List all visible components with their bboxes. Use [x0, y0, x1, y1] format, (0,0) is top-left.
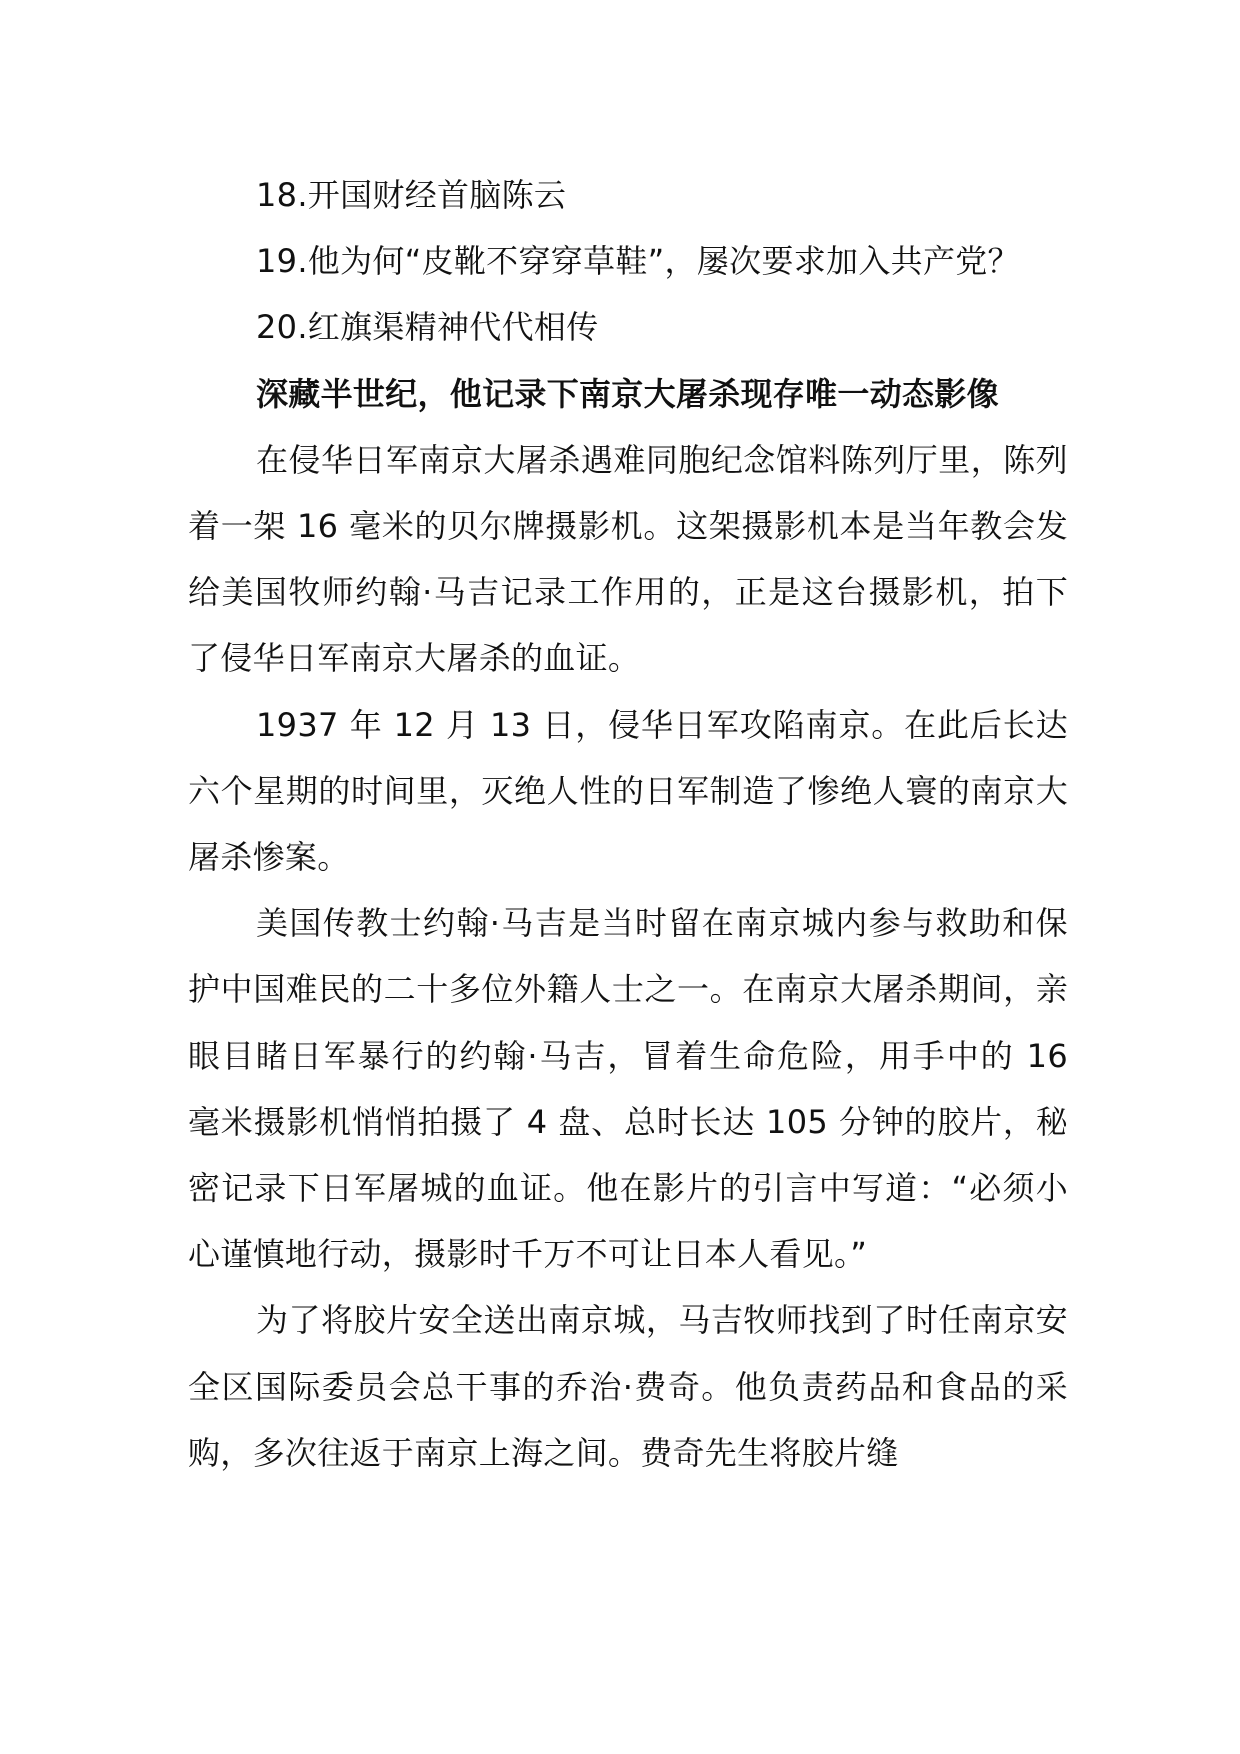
- paragraph: 为了将胶片安全送出南京城，马吉牧师找到了时任南京安全区国际委员会总干事的乔治·费奇。他负责药品和食品的采购，多次往返于南京上海之间。费奇先生将胶片缝: [188, 1301, 1068, 1472]
- paragraph: 1937 年 12 月 13 日，侵华日军攻陷南京。在此后长达六个星期的时间里，灭绝人性的日军制造了惨绝人寰的南京大屠杀惨案。: [188, 705, 1068, 877]
- list-item: 20.红旗渠精神代代相传: [256, 308, 599, 347]
- paragraph: 美国传教士约翰·马吉是当时留在南京城内参与救助和保护中国难民的二十多位外籍人士之一。在南京大屠杀期间，亲眼目睹日军暴行的约翰·马吉，冒着生命危险，用手中的 16 毫米摄影机悄悄拍摄了 4 盘、总时长达 105 分钟的胶片，秘密记录下日军屠城的血证。他在影片的引言中写道：“必须小心谨慎地行动，摄影时千万不可让日本人看见。”: [188, 904, 1068, 1274]
- list-item: 18.开国财经首脑陈云: [256, 176, 567, 214]
- document-body: [188, 162, 1068, 1486]
- article-title: 深藏半世纪，他记录下南京大屠杀现存唯一动态影像: [256, 374, 999, 413]
- list-item: 19.他为何“皮靴不穿穿草鞋”，屡次要求加入共产党？: [256, 242, 1020, 281]
- paragraph: 在侵华日军南京大屠杀遇难同胞纪念馆料陈列厅里，陈列着一架 16 毫米的贝尔牌摄影机。这架摄影机本是当年教会发给美国牧师约翰·马吉记录工作用的，正是这台摄影机，拍下了侵华日军南京大屠杀的血证。: [188, 440, 1068, 678]
